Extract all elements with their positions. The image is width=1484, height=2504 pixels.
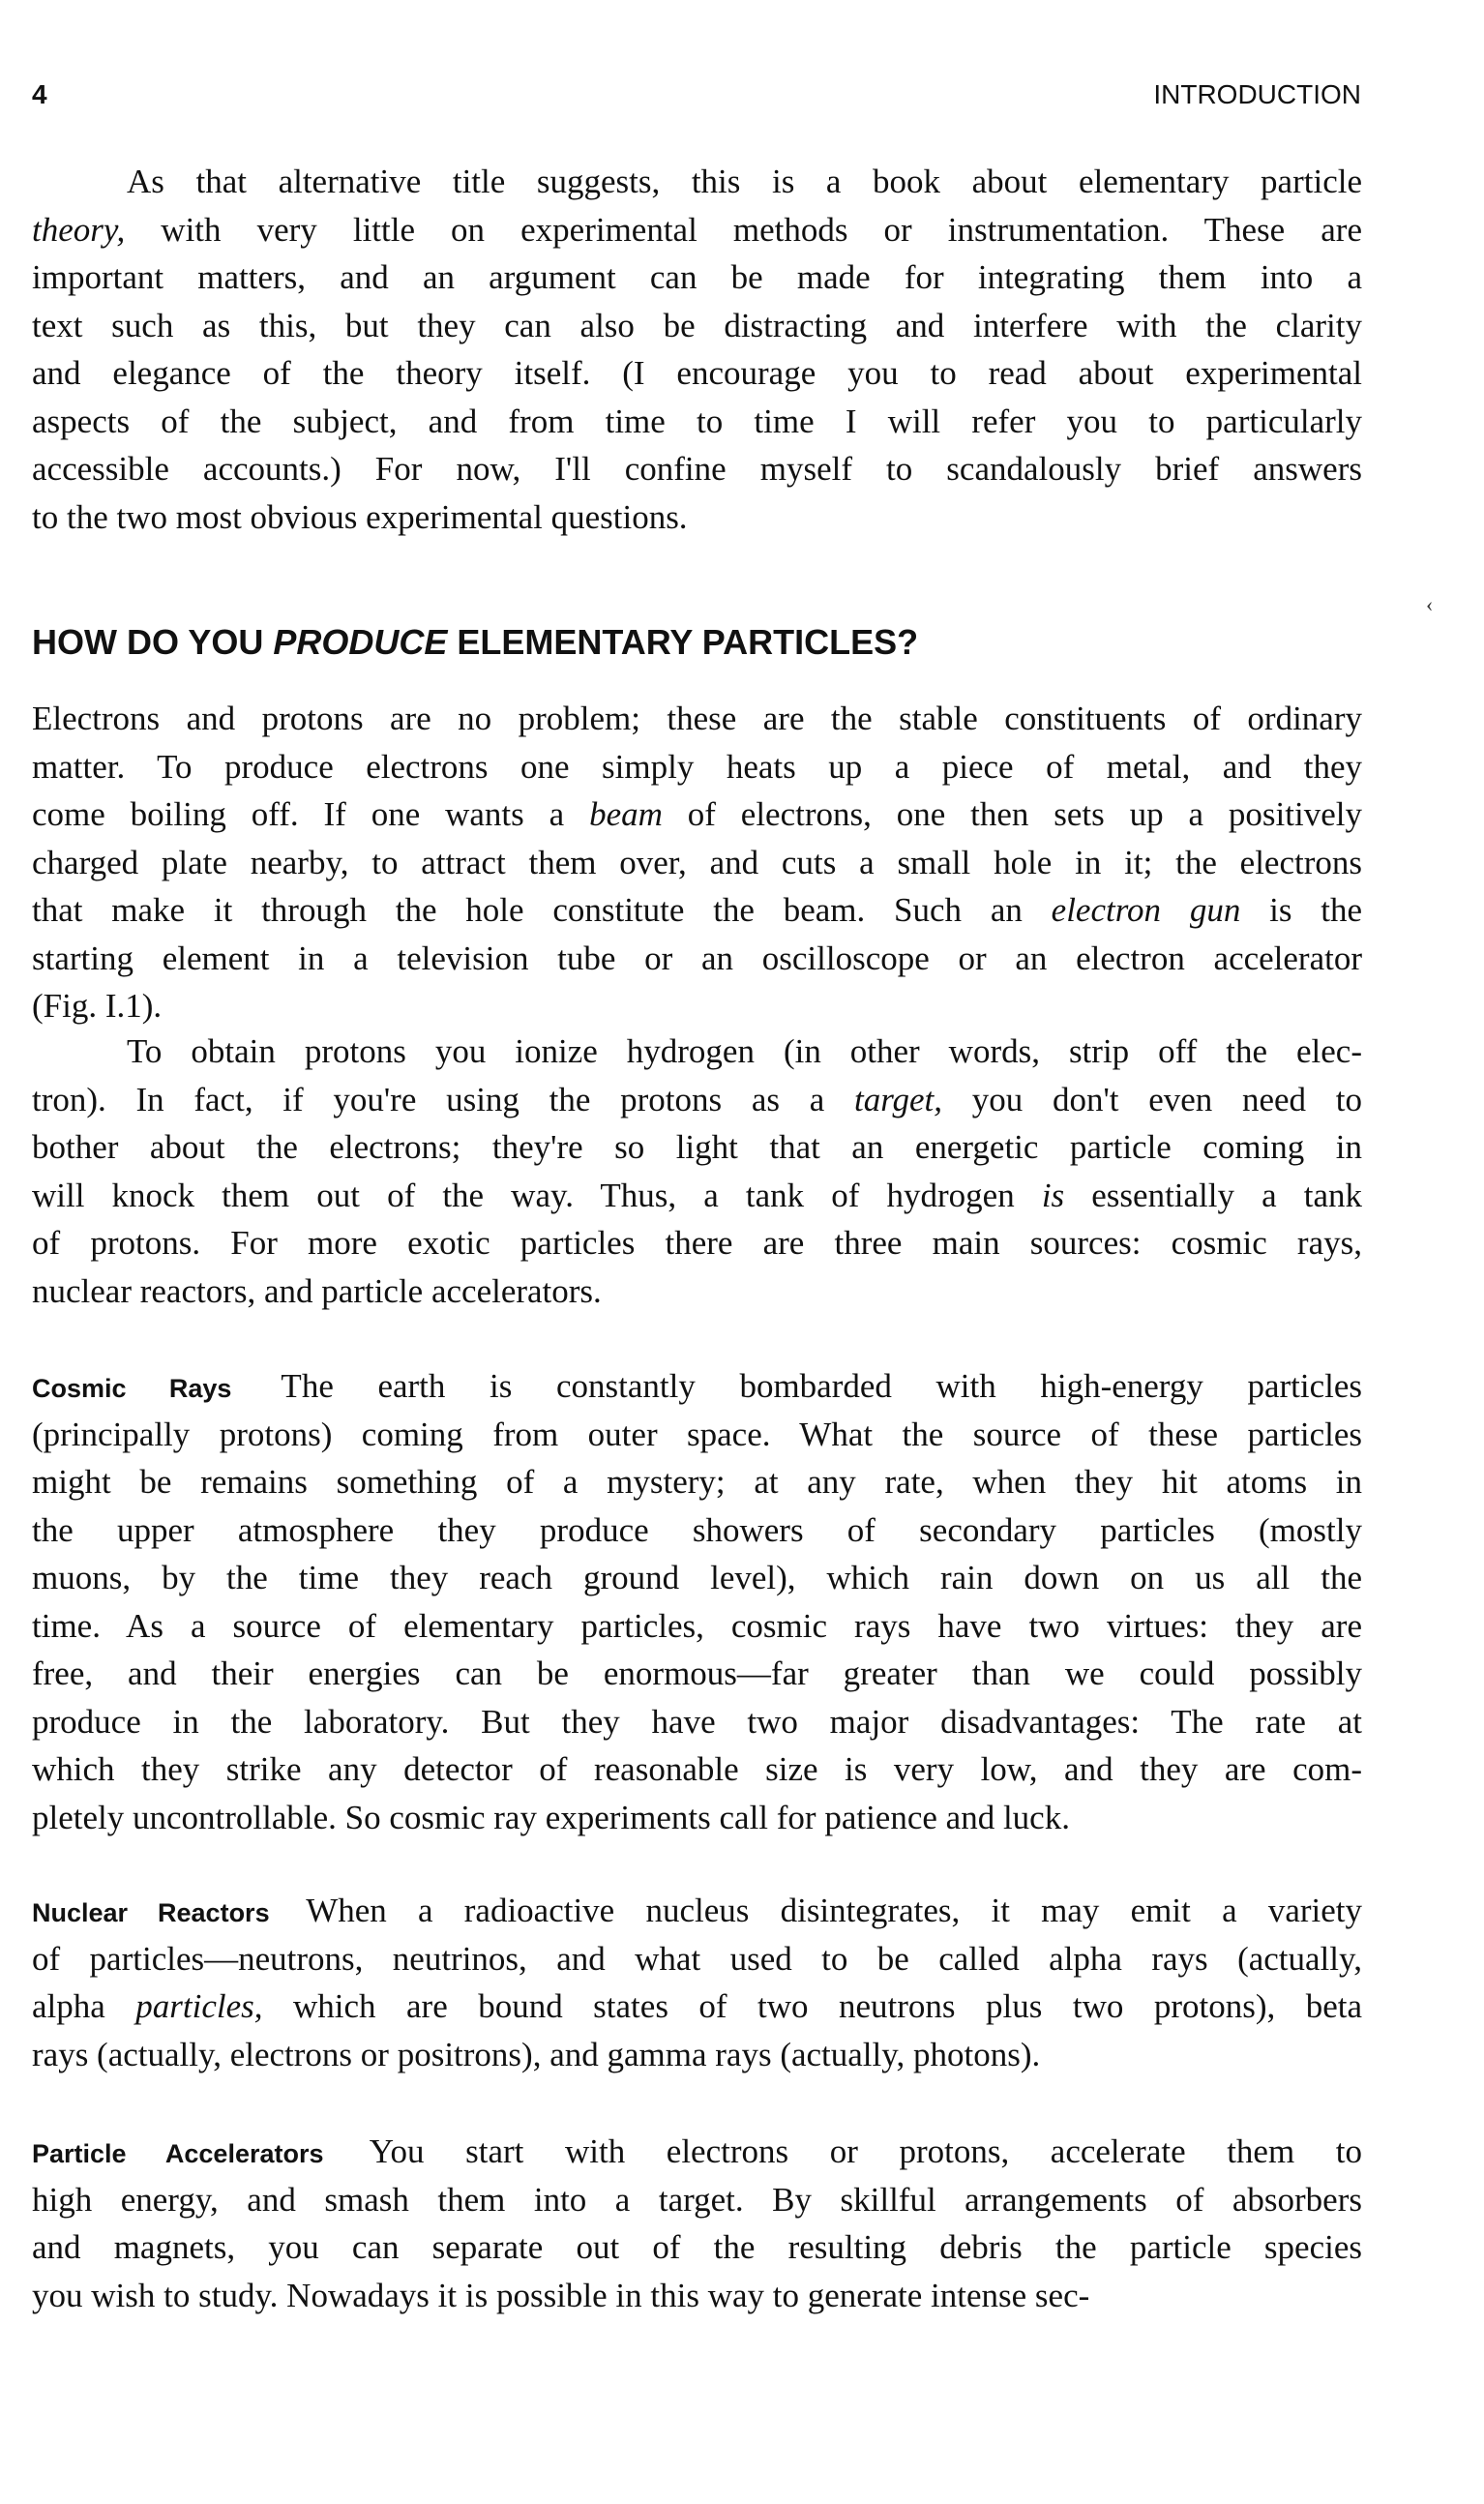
text-line	[32, 1219, 1362, 1267]
text-line	[32, 1458, 1362, 1506]
text-line	[32, 2128, 1362, 2176]
heading-post: ELEMENTARY PARTICLES?	[447, 622, 919, 662]
text-segment: muons, by the time they reach ground level), which rain down on us all the	[32, 1559, 1362, 1596]
text-segment: of electrons, one then sets up a positively	[662, 795, 1362, 833]
text-line	[32, 1650, 1362, 1698]
text-segment: Electrons and protons are no problem; these are the stable constituents of ordinary	[32, 700, 1362, 737]
text-segment: matter. To produce electrons one simply heats up a piece of metal, and they	[32, 747, 1362, 786]
text-segment: As that alternative title suggests, this is a book about elementary particle	[127, 163, 1362, 200]
text-line	[32, 206, 1362, 254]
paragraph-particle-accelerators	[32, 2128, 1362, 2319]
running-head: INTRODUCTION	[1153, 79, 1361, 109]
text-segment: (principally protons) coming from outer space. What the source of these particles	[32, 1415, 1362, 1453]
stray-mark: ‹	[1426, 592, 1434, 616]
text-segment: alpha	[32, 1987, 136, 2025]
text-line	[32, 349, 1362, 398]
italic-text: electron gun	[1051, 891, 1241, 929]
text-line	[32, 158, 1362, 206]
text-segment: important matters, and an argument can be made for integrating them into a	[32, 258, 1362, 296]
text-segment: When a radioactive nucleus disintegrates, it may emit a variety	[275, 1892, 1363, 1929]
text-line	[32, 1123, 1362, 1172]
text-segment: The earth is constantly bombarded with high-energy particles	[237, 1367, 1362, 1405]
text-segment: essentially a tank	[1064, 1176, 1362, 1214]
text-line	[32, 1554, 1362, 1602]
text-segment: nuclear reactors, and particle accelerators.	[32, 1271, 602, 1310]
paragraph-cosmic-rays	[32, 1362, 1362, 1841]
text-segment: accessible accounts.) For now, I'll confine myself to scandalously brief answers	[32, 450, 1362, 488]
text-segment: time. As a source of elementary particles, cosmic rays have two virtues: they are	[32, 1606, 1362, 1645]
text-segment: starting element in a television tube or an oscilloscope or an electron accelerator	[32, 939, 1362, 977]
text-line	[32, 445, 1362, 493]
text-segment: (Fig. I.1).	[32, 987, 163, 1025]
text-line	[32, 398, 1362, 446]
text-segment: and elegance of the theory itself. (I encourage you to read about experimental	[32, 354, 1362, 392]
text-segment: produce in the laboratory. But they have two major disadvantages: The rate at	[32, 1702, 1362, 1741]
text-segment: text such as this, but they can also be distracting and interfere with the clarity	[32, 306, 1362, 344]
text-line	[32, 790, 1362, 839]
text-segment: rays (actually, electrons or positrons), and gamma rays (actually, photons).	[32, 2035, 1041, 2073]
text-line	[32, 1698, 1362, 1746]
text-line	[32, 302, 1362, 350]
text-line	[32, 2272, 1362, 2320]
text-line	[32, 2176, 1362, 2224]
text-segment: might be remains something of a mystery; at any rate, when they hit atoms in	[32, 1463, 1362, 1501]
text-segment: with very little on experimental methods or instrumentation. These are	[125, 210, 1362, 249]
text-segment: free, and their energies can be enormous—far greater than we could possibly	[32, 1654, 1362, 1692]
text-line	[32, 1172, 1362, 1220]
text-segment: will knock them out of the way. Thus, a tank of hydrogen	[32, 1176, 1042, 1214]
text-line	[32, 1267, 1362, 1316]
text-segment: and magnets, you can separate out of the resulting debris the particle species	[32, 2228, 1362, 2266]
paragraph-nuclear-reactors	[32, 1887, 1362, 2078]
text-line	[32, 839, 1362, 887]
italic-text: particles,	[135, 1987, 263, 2025]
text-segment: which they strike any detector of reasonable size is very low, and they are com-	[32, 1750, 1362, 1788]
text-line	[32, 1602, 1362, 1651]
text-segment: the upper atmosphere they produce showers of secondary particles (mostly	[32, 1510, 1362, 1549]
text-line	[32, 935, 1362, 983]
text-segment: to the two most obvious experimental questions.	[32, 497, 688, 536]
text-line	[32, 1076, 1362, 1124]
text-line	[32, 2223, 1362, 2272]
run-in-heading: Nuclear Reactors	[32, 1898, 270, 1927]
page-number: 4	[32, 79, 47, 109]
text-segment: bother about the electrons; they're so light that an energetic particle coming in	[32, 1128, 1362, 1166]
text-segment: aspects of the subject, and from time to time I will refer you to particularly	[32, 402, 1362, 440]
text-line	[32, 1028, 1362, 1076]
italic-text: theory,	[32, 210, 126, 249]
text-line	[32, 743, 1362, 791]
text-line	[32, 253, 1362, 302]
text-segment: high energy, and smash them into a target. By skillful arrangements of absorbers	[32, 2180, 1362, 2219]
section-heading	[32, 619, 918, 666]
paragraph-intro	[32, 158, 1362, 541]
text-segment: you wish to study. Nowadays it is possible in this way to generate intense sec-	[32, 2276, 1090, 2314]
text-segment: of protons. For more exotic particles there are three main sources: cosmic rays,	[32, 1224, 1362, 1262]
text-segment: You start with electrons or protons, accelerate them to	[329, 2132, 1363, 2170]
run-in-heading: Particle Accelerators	[32, 2139, 324, 2168]
text-line	[32, 1935, 1362, 1983]
text-segment: come boiling off. If one wants a	[32, 795, 590, 833]
run-in-heading: Cosmic Rays	[32, 1374, 232, 1403]
text-line	[32, 982, 1362, 1030]
text-line	[32, 886, 1362, 935]
text-line	[32, 1506, 1362, 1555]
paragraph-protons	[32, 1028, 1362, 1315]
italic-text: target,	[853, 1080, 943, 1118]
text-line	[32, 1411, 1362, 1459]
italic-text: beam	[589, 795, 663, 833]
text-segment: To obtain protons you ionize hydrogen (in other words, strip off the elec-	[127, 1032, 1362, 1070]
text-segment: is the	[1240, 891, 1363, 929]
text-line	[32, 1887, 1362, 1935]
text-line	[32, 493, 1362, 542]
text-segment: that make it through the hole constitute the beam. Such an	[32, 891, 1052, 929]
text-segment: which are bound states of two neutrons plus two protons), beta	[262, 1987, 1362, 2025]
text-line	[32, 695, 1362, 743]
paragraph-electrons	[32, 695, 1362, 1030]
text-segment: you don't even need to	[942, 1080, 1362, 1118]
italic-text: is	[1041, 1176, 1065, 1214]
text-line	[32, 1745, 1362, 1794]
heading-emphasis: PRODUCE	[273, 622, 448, 662]
text-line	[32, 1982, 1362, 2031]
text-segment: pletely uncontrollable. So cosmic ray experiments call for patience and luck.	[32, 1798, 1070, 1836]
heading-pre: HOW DO YOU	[32, 622, 274, 662]
text-segment: tron). In fact, if you're using the protons as a	[32, 1080, 854, 1118]
text-line	[32, 1794, 1362, 1842]
text-segment: charged plate nearby, to attract them over, and cuts a small hole in it; the electrons	[32, 843, 1362, 881]
text-line	[32, 1362, 1362, 1411]
text-segment: of particles—neutrons, neutrinos, and what used to be called alpha rays (actually,	[32, 1939, 1362, 1978]
text-line	[32, 2031, 1362, 2079]
